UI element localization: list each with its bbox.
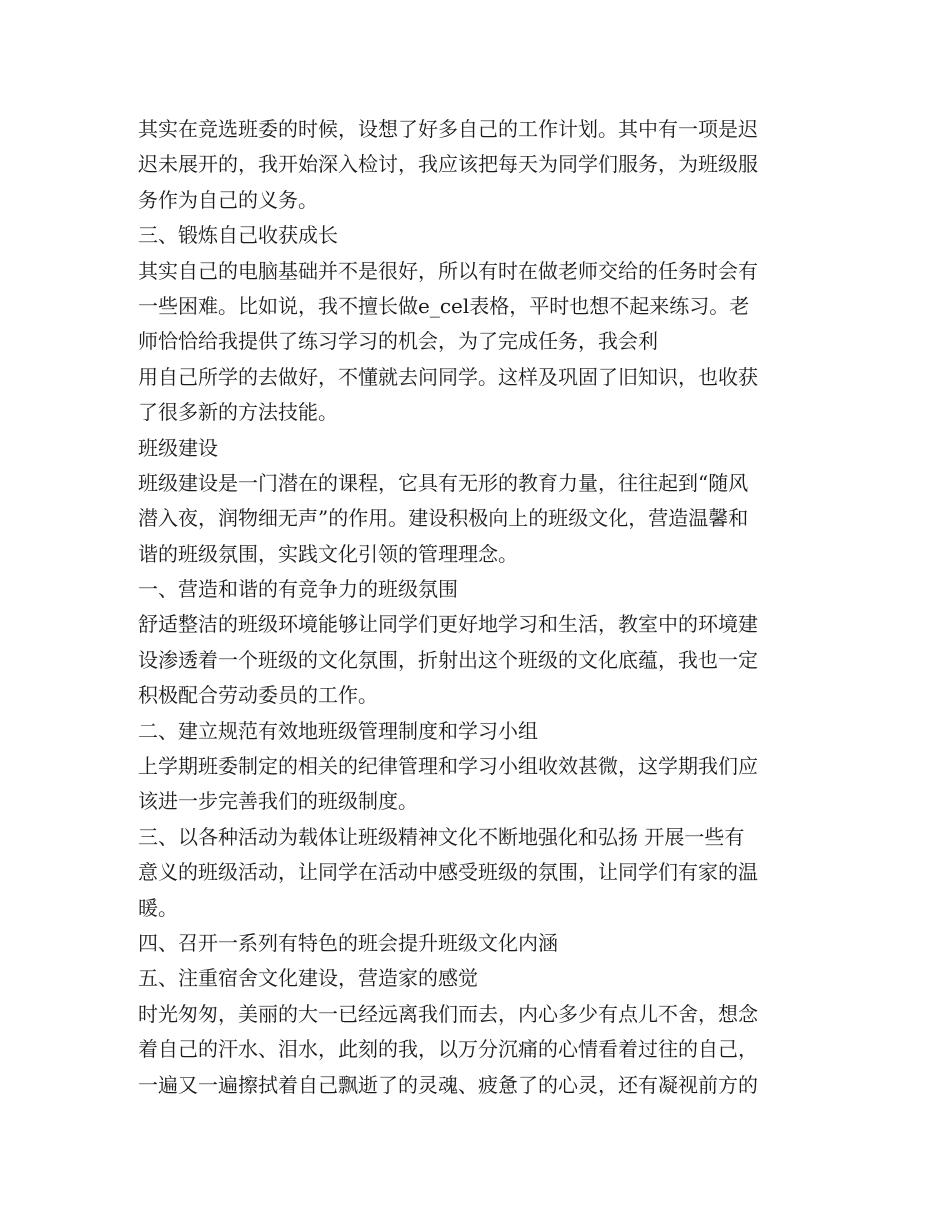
text-line: 迟未展开的，我开始深入检讨，我应该把每天为同学们服务，为班级服 (138, 152, 758, 177)
text-line: 了很多新的方法技能。 (138, 400, 338, 425)
text-line: 积极配合劳动委员的工作。 (138, 683, 378, 708)
text-line: 谐的班级氛围，实践文化引领的管理理念。 (138, 541, 518, 566)
text-line: 意义的班级活动，让同学在活动中感受班级的氛围，让同学们有家的温 (138, 860, 758, 885)
text-line: 务作为自己的义务。 (138, 187, 318, 212)
section-heading: 四、召开一系列有特色的班会提升班级文化内涵 (138, 930, 558, 955)
text-line: 上学期班委制定的相关的纪律管理和学习小组收效甚微，这学期我们应 (138, 754, 758, 779)
text-line: 一些困难。比如说，我不擅长做e_cel表格，平时也想不起来练习。老 (138, 293, 750, 318)
section-heading: 三、锻炼自己收获成长 (138, 223, 338, 248)
text-line: 其实在竞选班委的时候，设想了好多自己的工作计划。其中有一项是迟 (138, 117, 758, 141)
text-line: 班级建设是一门潜在的课程，它具有无形的教育力量，往往起到“随风 (138, 470, 749, 495)
text-line: 着自己的汗水、泪水，此刻的我，以万分沉痛的心情看着过往的自己， (138, 1037, 758, 1062)
text-line: 其实自己的电脑基础并不是很好，所以有时在做老师交给的任务时会有 (138, 258, 758, 283)
text-line: 一遍又一遍擦拭着自己飘逝了的灵魂、疲惫了的心灵，还有凝视前方的 (138, 1072, 758, 1097)
section-heading: 三、以各种活动为载体让班级精神文化不断地强化和弘扬 开展一些有 (138, 824, 745, 849)
text-line: 潜入夜，润物细无声”的作用。建设积极向上的班级文化，营造温馨和 (138, 506, 749, 531)
section-heading: 五、注重宿舍文化建设，营造家的感觉 (138, 966, 478, 991)
section-heading: 一、营造和谐的有竞争力的班级氛围 (138, 577, 458, 602)
text-line: 舒适整洁的班级环境能够让同学们更好地学习和生活，教室中的环境建 (138, 612, 758, 637)
section-heading: 二、建立规范有效地班级管理制度和学习小组 (138, 718, 538, 743)
text-line: 时光匆匆，美丽的大一已经远离我们而去，内心多少有点儿不舍，想念 (138, 1001, 758, 1026)
text-line: 该进一步完善我们的班级制度。 (138, 789, 418, 814)
text-line: 设渗透着一个班级的文化氛围，折射出这个班级的文化底蕴，我也一定 (138, 647, 758, 672)
text-line: 暖。 (138, 895, 178, 920)
text-line: 师恰恰给我提供了练习学习的机会，为了完成任务，我会利 (138, 329, 658, 354)
section-heading: 班级建设 (138, 435, 218, 460)
text-line: 用自己所学的去做好，不懂就去问同学。这样及巩固了旧知识，也收获 (138, 364, 758, 389)
document-body (138, 112, 818, 1103)
